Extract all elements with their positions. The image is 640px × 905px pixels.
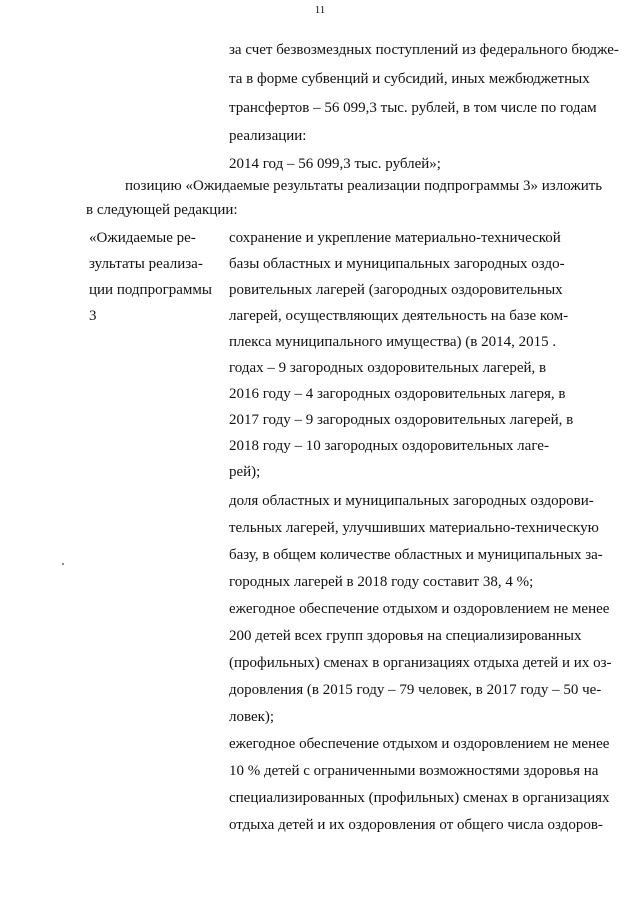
right-line-9: 2018 году – 10 загородных оздоровительных лаге- — [229, 438, 549, 454]
top-block-line-4: реализации: — [229, 128, 307, 144]
right-line-7: 2016 году – 4 загородных оздоровительных лагеря, в — [229, 386, 566, 402]
right-line-17: (профильных) сменах в организациях отдыха детей и их оз- — [229, 655, 612, 671]
right-line-2: базы областных и муниципальных загородных оздо- — [229, 256, 565, 272]
page-number: 11 — [314, 4, 326, 16]
right-line-10: рей); — [229, 464, 261, 480]
top-block-line-3: трансфертов – 56 099,3 тыс. рублей, в том числе по годам — [229, 100, 597, 116]
left-label-line-3: ции подпрограммы — [89, 282, 212, 298]
right-line-16: 200 детей всех групп здоровья на специализированных — [229, 628, 582, 644]
right-line-3: ровительных лагерей (загородных оздоровительных — [229, 282, 563, 298]
right-line-11: доля областных и муниципальных загородных оздорови- — [229, 493, 594, 509]
scan-dot — [62, 563, 64, 565]
right-line-23: отдыха детей и их оздоровления от общего числа оздоров- — [229, 817, 603, 833]
left-label-line-2: зультаты реализа- — [89, 256, 203, 272]
right-line-18: доровления (в 2015 году – 79 человек, в 2017 году – 50 че- — [229, 682, 602, 698]
top-block-line-2: та в форме субвенций и субсидий, иных межбюджетных — [229, 71, 590, 87]
left-label-line-4: 3 — [89, 308, 97, 324]
right-line-12: тельных лагерей, улучшивших материально-техническую — [229, 520, 599, 536]
right-line-15: ежегодное обеспечение отдыхом и оздоровлением не менее — [229, 601, 610, 617]
right-line-5: плекса муниципального имущества) (в 2014, 2015 . — [229, 334, 557, 350]
right-line-14: городных лагерей в 2018 году составит 38, 4 %; — [229, 574, 534, 590]
right-line-4: лагерей, осуществляющих деятельность на базе ком- — [229, 308, 569, 324]
right-line-6: годах – 9 загородных оздоровительных лагерей, в — [229, 360, 547, 376]
instruction-line-2: в следующей редакции: — [86, 202, 238, 218]
right-line-22: специализированных (профильных) сменах в организациях — [229, 790, 610, 806]
right-line-20: ежегодное обеспечение отдыхом и оздоровлением не менее — [229, 736, 610, 752]
instruction-line-1: позицию «Ожидаемые результаты реализации подпрограммы 3» изложить — [125, 178, 603, 194]
right-line-8: 2017 году – 9 загородных оздоровительных лагерей, в — [229, 412, 574, 428]
top-block-line-5: 2014 год – 56 099,3 тыс. рублей»; — [229, 156, 441, 172]
top-block-line-1: за счет безвозмездных поступлений из федерального бюдже- — [229, 42, 619, 58]
left-label-line-1: «Ожидаемые ре- — [89, 230, 196, 246]
right-line-1: сохранение и укрепление материально-технической — [229, 230, 561, 246]
right-line-21: 10 % детей с ограниченными возможностями здоровья на — [229, 763, 599, 779]
right-line-13: базу, в общем количестве областных и муниципальных за- — [229, 547, 603, 563]
right-line-19: ловек); — [229, 709, 275, 725]
